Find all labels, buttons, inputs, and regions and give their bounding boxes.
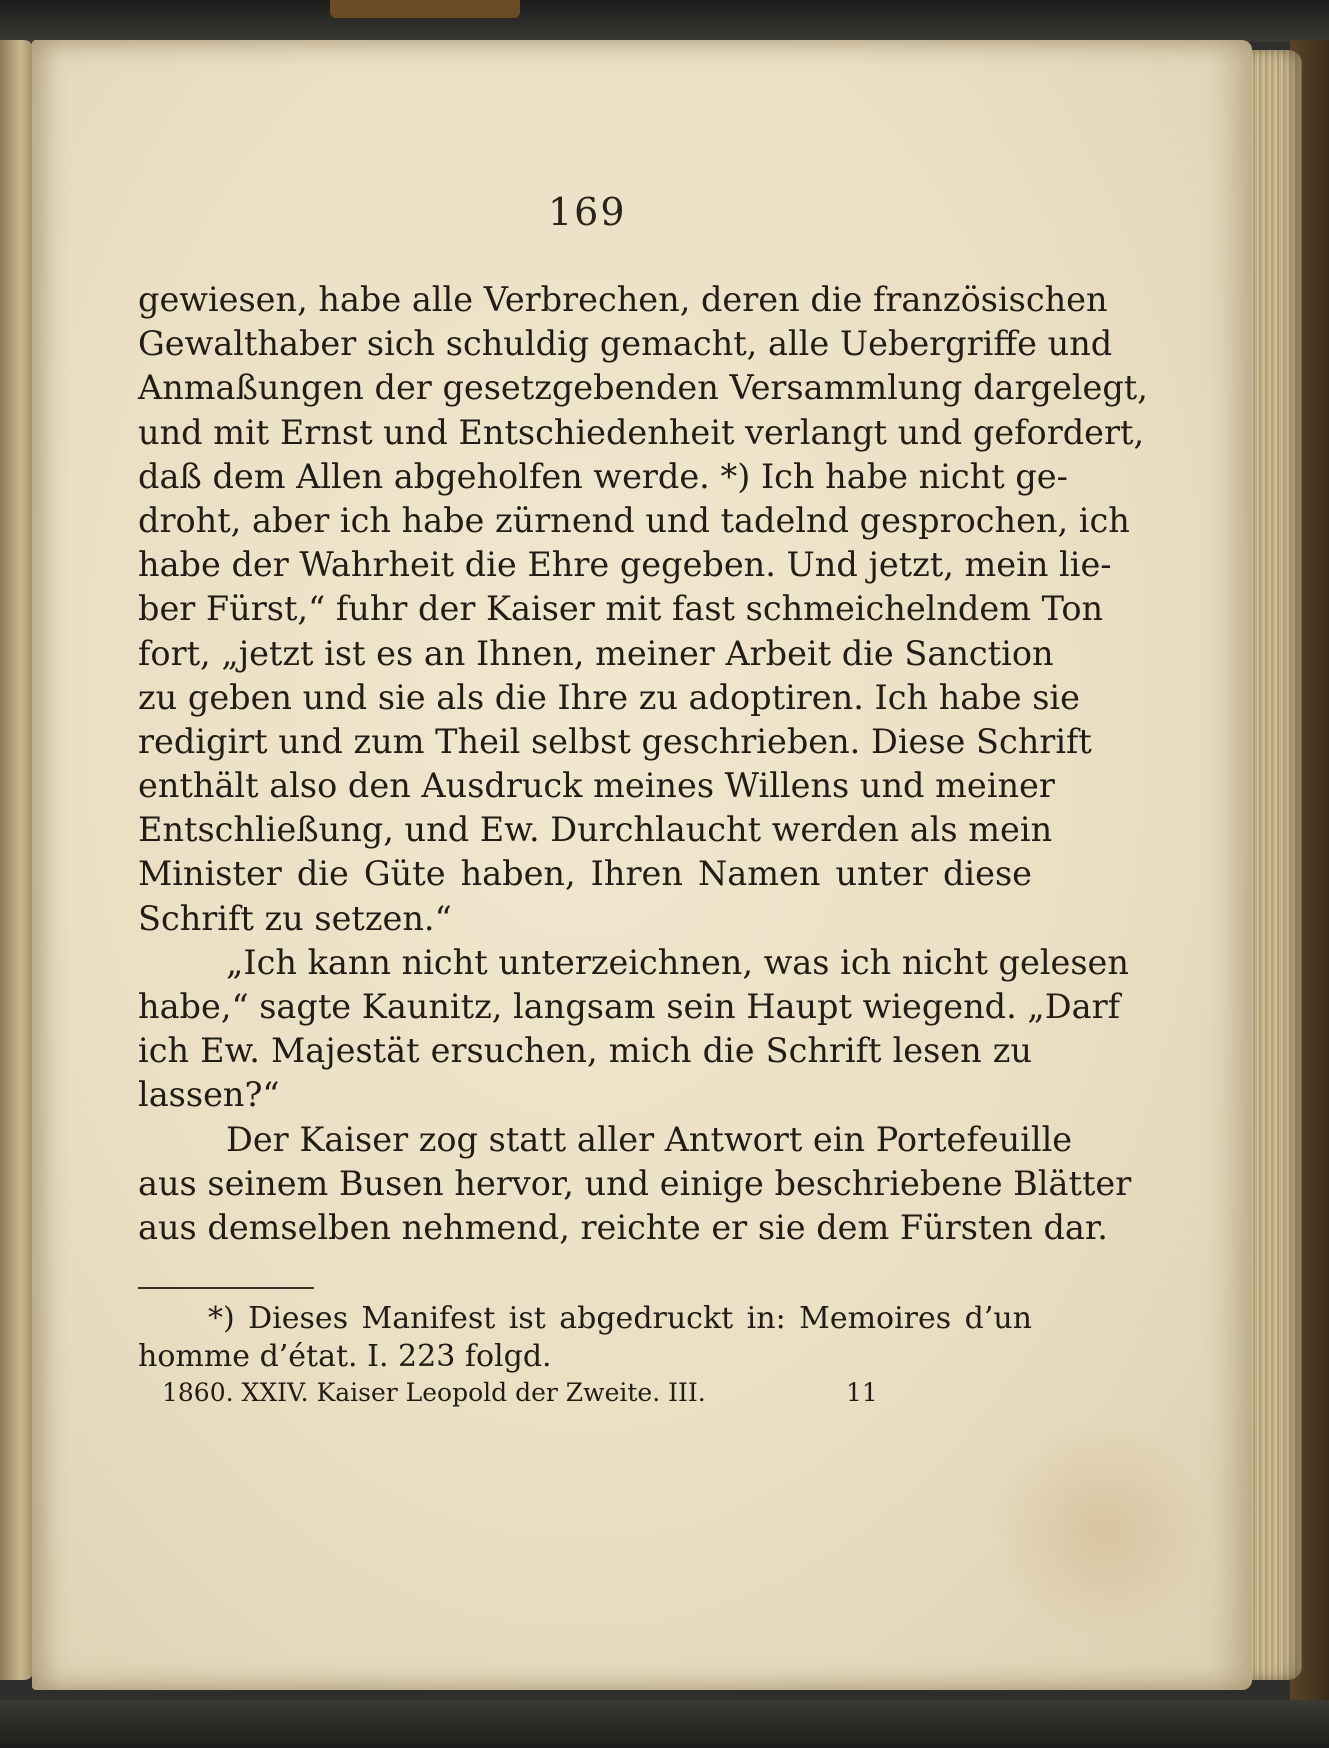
- text-line: Gewalthaber sich schuldig gemacht, alle Uebergriffe und: [138, 324, 1113, 364]
- text-line: enthält also den Ausdruck meines Willens und meiner: [138, 766, 1055, 806]
- book-cover-bottom: [0, 1700, 1329, 1748]
- text-line: „Ich kann nicht unterzeichnen, was ich nicht gelesen: [226, 942, 1129, 982]
- text-line: Anmaßungen der gesetzgebenden Versammlung dargelegt,: [138, 368, 1148, 408]
- text-line: daß dem Allen abgeholfen werde. *) Ich habe nicht ge-: [138, 456, 1068, 496]
- text-line: droht, aber ich habe zürnend und tadelnd gesprochen, ich: [138, 500, 1130, 540]
- printer-signature: [162, 1378, 902, 1407]
- text-line: Minister die Güte haben, Ihren Namen unter diese: [138, 854, 1032, 894]
- text-line: und mit Ernst und Entschiedenheit verlangt und gefordert,: [138, 412, 1145, 452]
- signature-text: 1860. XXIV. Kaiser Leopold der Zweite. III.: [162, 1378, 706, 1407]
- text-line: aus seinem Busen hervor, und einige beschriebene Blätter: [138, 1163, 1132, 1203]
- book-cover-top: [0, 0, 1329, 42]
- text-line: gewiesen, habe alle Verbrechen, deren die französischen: [138, 280, 1108, 319]
- text-line: ber Fürst,“ fuhr der Kaiser mit fast schmeichelndem Ton: [138, 589, 1104, 629]
- footnote: [138, 1300, 1032, 1376]
- text-line: zu geben und sie als die Ihre zu adoptiren. Ich habe sie: [138, 677, 1080, 717]
- text-line: fort, „jetzt ist es an Ihnen, meiner Arbeit die Sanction: [138, 633, 1054, 673]
- text-line: ich Ew. Majestät ersuchen, mich die Schrift lesen zu: [138, 1031, 1032, 1071]
- text-line: Entschließung, und Ew. Durchlaucht werden als mein: [138, 810, 1053, 850]
- text-line: lassen?“: [138, 1075, 280, 1115]
- text-line: aus demselben nehmend, reichte er sie dem Fürsten dar.: [138, 1207, 1108, 1247]
- footnote-line: *) Dieses Manifest ist abgedruckt in: Memoires d’un: [208, 1301, 1032, 1336]
- cover-strap: [330, 0, 520, 18]
- text-line: Schrift zu setzen.“: [138, 898, 452, 938]
- sheet-number: 11: [846, 1378, 878, 1407]
- text-line: redigirt und zum Theil selbst geschrieben. Diese Schrift: [138, 721, 1092, 761]
- text-line: Der Kaiser zog statt aller Antwort ein Portefeuille: [226, 1119, 1073, 1159]
- text-line: habe,“ sagte Kaunitz, langsam sein Haupt wiegend. „Darf: [138, 987, 1121, 1026]
- footnote-line: homme d’état. I. 223 folgd.: [138, 1339, 552, 1374]
- footnote-rule: [138, 1287, 314, 1289]
- body-text: [138, 278, 1148, 1250]
- text-line: habe der Wahrheit die Ehre gegeben. Und jetzt, mein lie-: [138, 545, 1112, 585]
- page-number: 169: [548, 190, 627, 234]
- foxing-stain: [992, 1420, 1212, 1640]
- left-page-edge: [0, 40, 34, 1680]
